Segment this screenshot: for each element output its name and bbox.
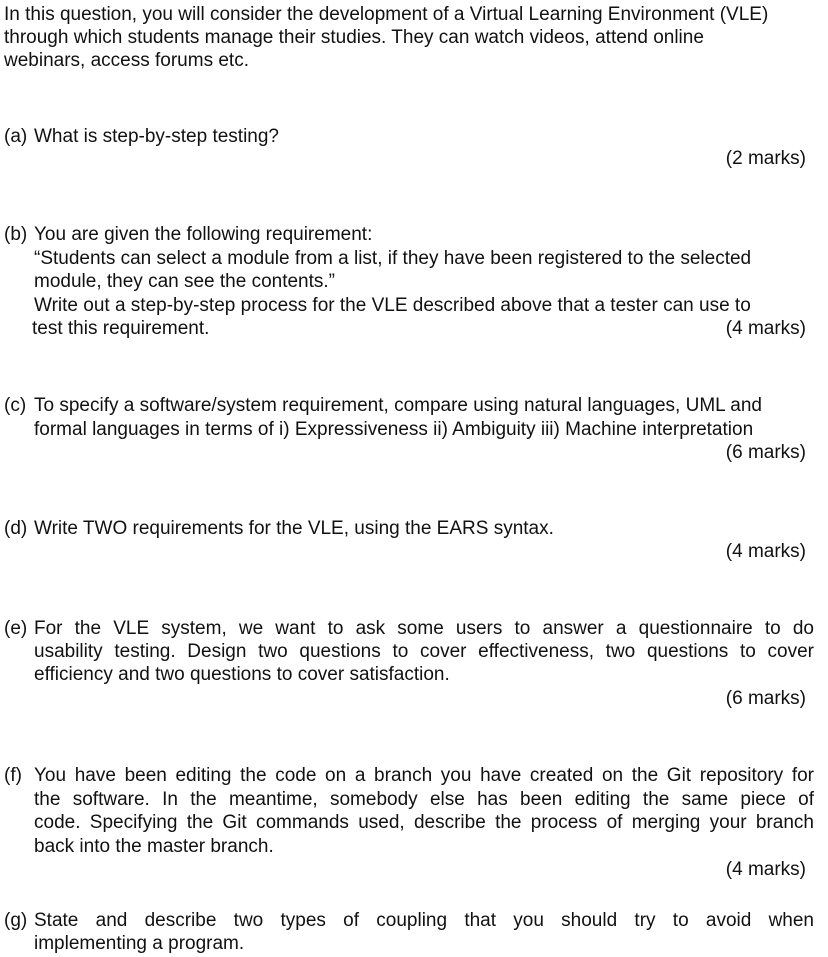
question-text: You have been editing the code on a branch you have created on the Git repository for bbox=[34, 765, 814, 786]
question-label: (f) bbox=[4, 765, 22, 786]
question-text: “Students can select a module from a list, if they have been registered to the selected bbox=[34, 248, 752, 269]
question-label: (d) bbox=[4, 518, 28, 539]
question-text: efficiency and two questions to cover satisfaction. bbox=[34, 664, 450, 685]
question-text: What is step-by-step testing? bbox=[34, 126, 279, 147]
question-text: Write out a step-by-step process for the VLE described above that a tester can use to bbox=[34, 295, 751, 316]
marks-label: (2 marks) bbox=[725, 148, 806, 169]
question-text: formal languages in terms of i) Expressiveness ii) Ambiguity iii) Machine interpretation bbox=[34, 419, 754, 440]
marks-label: (4 marks) bbox=[725, 541, 806, 562]
question-label: (a) bbox=[4, 126, 28, 147]
marks-label: (4 marks) bbox=[725, 859, 806, 880]
question-text: For the VLE system, we want to ask some users to answer a questionnaire to do bbox=[34, 618, 814, 639]
question-text: back into the master branch. bbox=[34, 836, 274, 857]
question-text: State and describe two types of coupling that you should try to avoid when bbox=[34, 910, 814, 931]
question-text: You are given the following requirement: bbox=[34, 224, 373, 245]
intro-line: through which students manage their studies. They can watch videos, attend online bbox=[4, 27, 704, 48]
question-text: implementing a program. bbox=[34, 933, 245, 954]
question-text: usability testing. Design two questions to cover effectiveness, two questions to cover bbox=[34, 641, 814, 662]
question-label: (g) bbox=[4, 910, 28, 931]
question-label: (b) bbox=[4, 224, 28, 245]
question-text: To specify a software/system requirement, compare using natural languages, UML and bbox=[34, 395, 762, 416]
marks-label: (6 marks) bbox=[725, 688, 806, 709]
marks-label: (6 marks) bbox=[725, 442, 806, 463]
question-label: (c) bbox=[4, 395, 27, 416]
question-text: code. Specifying the Git commands used, describe the process of merging your branch bbox=[34, 812, 814, 833]
question-label: (e) bbox=[4, 618, 28, 639]
intro-line: In this question, you will consider the development of a Virtual Learning Environment (VLE) bbox=[4, 4, 769, 25]
marks-label: (4 marks) bbox=[725, 318, 806, 339]
question-text: the software. In the meantime, somebody else has been editing the same piece of bbox=[34, 789, 814, 810]
intro-line: webinars, access forums etc. bbox=[4, 50, 249, 71]
question-text: module, they can see the contents.” bbox=[34, 271, 336, 292]
question-text: test this requirement. bbox=[32, 318, 210, 339]
question-text: Write TWO requirements for the VLE, using the EARS syntax. bbox=[34, 518, 554, 539]
